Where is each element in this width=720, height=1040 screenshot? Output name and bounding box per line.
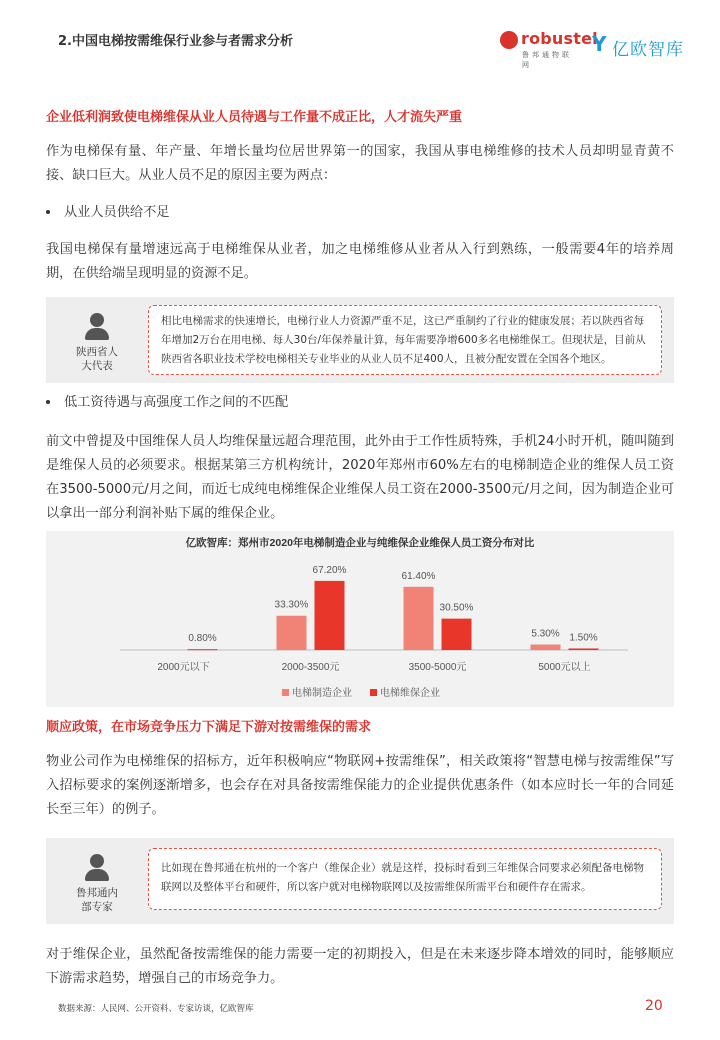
paragraph-wage: 前文中曾提及中国维保人员人均维保量远超合理范围，此外由于工作性质特殊，手机24小时开机，随叫随到是维保人员的必须要求。根据某第三方机构统计，2020年郑州市60%左右的电梯制造企业的维保人员工资在3500-5000元/月之间，而近七成纯电梯维保企业维保人员工资在2000-3500元/月之间，因为制造企业可以拿出一部分利润补贴下属的维保企业。 — [46, 434, 674, 521]
bar — [569, 648, 599, 650]
section-heading-policy: 顺应政策，在市场竞争压力下满足下游对按需维保的需求 — [46, 720, 372, 735]
robustel-logo-subtitle: 鲁邦通物联网 — [522, 51, 572, 69]
paragraph-supply: 我国电梯保有量增速远高于电梯维保从业者，加之电梯维修从业者从入行到熟练，一般需要4年的培养周期，在供给端呈现明显的资源不足。 — [46, 242, 674, 281]
bullet-text: 低工资待遇与高强度工作之间的不匹配 — [64, 395, 289, 410]
quote-person — [46, 838, 148, 914]
yiou-logo — [592, 32, 692, 62]
bullet-dot-icon — [46, 400, 50, 404]
bar-value-label: 61.40% — [401, 570, 436, 582]
quote-person — [46, 297, 148, 373]
quote-box-expert — [46, 838, 674, 924]
legend-swatch — [370, 689, 377, 696]
bar-value-label: 5.30% — [531, 628, 560, 640]
bar-value-label: 0.80% — [188, 633, 217, 645]
paragraph-intro: 作为电梯保有量、年产量、年增长量均位居世界第一的国家，我国从事电梯维修的技术人员却明显青黄不接、缺口巨大。从业人员不足的原因主要为两点： — [46, 144, 674, 183]
bullet-supply-shortage — [46, 203, 170, 223]
bar-value-label: 67.20% — [312, 564, 347, 576]
legend-label: 电梯维保企业 — [380, 688, 440, 699]
quote-text: 比如现在鲁邦通在杭州的一个客户（维保企业）就是这样，投标时看到三年维保合同要求必须配备电梯物联网以及整体平台和硬件，所以客户就对电梯物联网以及按需维保所需平台和硬件存在需求。 — [148, 848, 662, 910]
x-tick-label: 3500-5000元 — [408, 662, 467, 673]
robustel-logo-mark-icon — [500, 31, 518, 49]
chart-svg — [46, 531, 674, 707]
bullet-low-wage — [46, 393, 288, 413]
quote-person-name: 鲁邦通内部专家 — [76, 887, 118, 913]
bar-value-label: 1.50% — [569, 632, 598, 644]
section-heading-talent: 企业低利润致使电梯维保从业人员待遇与工作量不成正比，人才流失严重 — [46, 110, 463, 125]
paragraph-policy: 物业公司作为电梯维保的招标方，近年积极响应“物联网+按需维保”，相关政策将“智慧电梯与按需维保”写入招标要求的案例逐渐增多，也会存在对具备按需维保能力的企业提供优惠条件（如本应时长一年的合同延长至三年）的例子。 — [46, 754, 674, 817]
wage-distribution-chart — [46, 531, 674, 707]
person-icon — [85, 313, 109, 341]
bullet-dot-icon — [46, 210, 50, 214]
legend-label: 电梯制造企业 — [292, 688, 352, 699]
x-tick-label: 5000元以上 — [538, 662, 591, 673]
bar — [188, 649, 218, 650]
page-number: 20 — [645, 998, 663, 1014]
x-tick-label: 2000元以下 — [157, 662, 210, 673]
bar — [442, 619, 472, 650]
robustel-logo-text: robustel — [521, 29, 598, 48]
quote-person-name: 陕西省人大代表 — [76, 346, 118, 372]
bullet-text: 从业人员供给不足 — [64, 205, 170, 220]
bar — [315, 581, 345, 650]
quote-box-shaanxi — [46, 297, 674, 383]
person-icon — [85, 854, 109, 882]
yiou-logo-mark-icon: Y — [592, 32, 607, 56]
bar — [404, 587, 434, 650]
bar — [277, 616, 307, 650]
bar-value-label: 33.30% — [274, 599, 309, 611]
chart-title: 亿欧智库：郑州市2020年电梯制造企业与纯维保企业维保人员工资分布对比 — [185, 537, 535, 549]
bar — [531, 645, 561, 650]
page-header-title: 2.中国电梯按需维保行业参与者需求分析 — [58, 34, 293, 49]
bar-value-label: 30.50% — [439, 602, 474, 614]
paragraph-conclusion: 对于维保企业，虽然配备按需维保的能力需要一定的初期投入，但是在未来逐步降本增效的同时，能够顺应下游需求趋势，增强自己的市场竞争力。 — [46, 947, 674, 986]
yiou-logo-text: 亿欧智库 — [612, 40, 684, 60]
footer-source: 数据来源：人民网、公开资料、专家访谈，亿欧智库 — [58, 1004, 254, 1014]
robustel-logo — [500, 28, 598, 69]
x-tick-label: 2000-3500元 — [281, 662, 340, 673]
legend-swatch — [282, 689, 289, 696]
quote-text: 相比电梯需求的快速增长，电梯行业人力资源严重不足，这已严重制约了行业的健康发展；若以陕西省每年增加2万台在用电梯、每人30台/年保养量计算，每年需要净增600多名电梯维保工。但现状是，目前从陕西省各职业技术学校电梯相关专业毕业的从业人员不足400人，且被分配安置在全国各个地区。 — [148, 305, 662, 375]
